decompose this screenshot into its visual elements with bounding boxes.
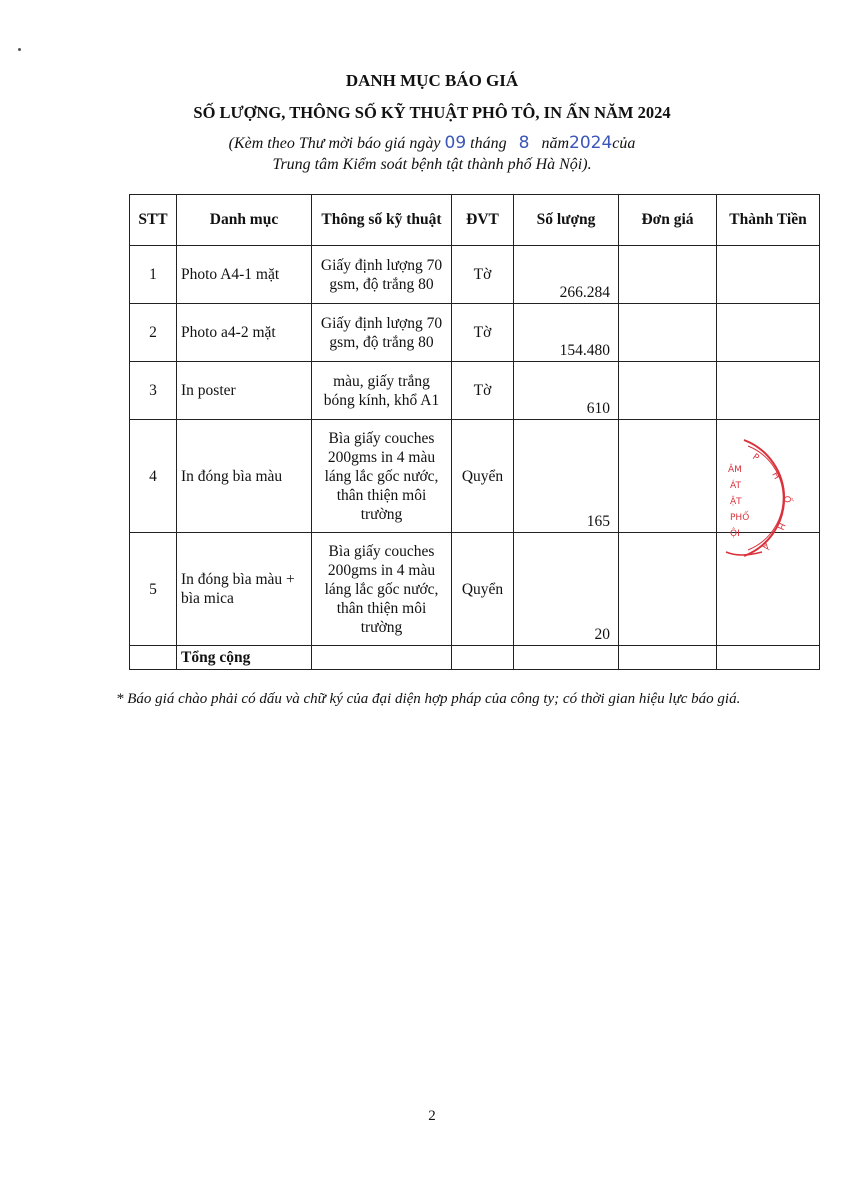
footnote: * Báo giá chào phải có dấu và chữ ký của đại diện hợp pháp của công ty; có thời gian hiệu lực báo giá.	[116, 691, 741, 707]
cell-item: Photo A4-1 mặt	[177, 246, 312, 304]
svg-text:ÁT: ÁT	[730, 481, 741, 491]
cell-qty: 20	[514, 533, 619, 646]
col-header-qty: Số lượng	[514, 195, 619, 246]
price-table	[129, 194, 820, 670]
cell-spec: Giấy định lượng 70 gsm, độ trắng 80	[312, 246, 452, 304]
cell-spec: Giấy định lượng 70 gsm, độ trắng 80	[312, 304, 452, 362]
svg-text:ẬT: ẬT	[730, 497, 742, 507]
cell-item: In đóng bìa màu + bìa mica	[177, 533, 312, 646]
svg-text:ỘI: ỘI	[730, 529, 740, 539]
table-header-row	[130, 195, 820, 246]
cell-stt: 1	[130, 246, 177, 304]
cell-price	[619, 246, 717, 304]
col-header-spec: Thông số kỹ thuật	[312, 195, 452, 246]
intro-text-3: năm	[541, 135, 570, 152]
cell-unit: Tờ	[452, 362, 514, 420]
cell-stt	[130, 646, 177, 670]
cell-spec: Bìa giấy couches 200gms in 4 màu láng lắc gốc nước, thân thiện môi trường	[312, 420, 452, 533]
cell-item: In đóng bìa màu	[177, 420, 312, 533]
cell-total	[717, 646, 820, 670]
table-row	[130, 246, 820, 304]
cell-qty: 610	[514, 362, 619, 420]
handwritten-year: 2024	[569, 133, 613, 153]
cell-total	[717, 362, 820, 420]
handwritten-month: 8	[518, 133, 530, 153]
document-title: DANH MỤC BÁO GIÁ	[345, 71, 519, 90]
document-subtitle: SỐ LƯỢNG, THÔNG SỐ KỸ THUẬT PHÔ TÔ, IN ẤN NĂM 2024	[193, 103, 671, 122]
cell-stt: 4	[130, 420, 177, 533]
cell-price	[619, 420, 717, 533]
cell-total	[717, 304, 820, 362]
table-row	[130, 533, 820, 646]
cell-qty	[514, 646, 619, 670]
col-header-item: Danh mục	[177, 195, 312, 246]
svg-text:P: P	[750, 452, 761, 464]
cell-price	[619, 304, 717, 362]
svg-text:ÂM: ÂM	[728, 465, 742, 475]
cell-unit: Tờ	[452, 304, 514, 362]
table-row	[130, 362, 820, 420]
intro-line-2: Trung tâm Kiểm soát bệnh tật thành phố Hà Nội).	[272, 156, 592, 173]
cell-stt: 3	[130, 362, 177, 420]
cell-price	[619, 362, 717, 420]
total-label: Tổng cộng	[177, 646, 312, 670]
col-header-stt: STT	[130, 195, 177, 246]
intro-line-1	[0, 133, 864, 153]
cell-price	[619, 646, 717, 670]
cell-unit: Tờ	[452, 246, 514, 304]
scan-speck	[18, 48, 21, 51]
cell-unit: Quyển	[452, 420, 514, 533]
page-number: 2	[428, 1108, 436, 1124]
cell-spec: màu, giấy trắng bóng kính, khổ A1	[312, 362, 452, 420]
svg-text:Ố: Ố	[781, 495, 792, 504]
cell-spec: Bìa giấy couches 200gms in 4 màu láng lắc gốc nước, thân thiện môi trường	[312, 533, 452, 646]
svg-text:À: À	[759, 539, 771, 552]
cell-qty: 154.480	[514, 304, 619, 362]
svg-text:H: H	[774, 520, 787, 532]
intro-text-1: (Kèm theo Thư mời báo giá ngày	[228, 135, 441, 152]
col-header-total: Thành Tiền	[717, 195, 820, 246]
cell-spec	[312, 646, 452, 670]
cell-unit	[452, 646, 514, 670]
cell-qty: 165	[514, 420, 619, 533]
intro-text-2: tháng	[470, 135, 507, 152]
total-row	[130, 646, 820, 670]
cell-price	[619, 533, 717, 646]
handwritten-day: 09	[444, 133, 467, 153]
cell-item: Photo a4-2 mặt	[177, 304, 312, 362]
cell-unit: Quyển	[452, 533, 514, 646]
col-header-unit: ĐVT	[452, 195, 514, 246]
red-seal-stamp	[722, 432, 816, 564]
cell-total	[717, 246, 820, 304]
cell-stt: 2	[130, 304, 177, 362]
svg-text:PHỐ: PHỐ	[730, 513, 750, 523]
cell-item: In poster	[177, 362, 312, 420]
intro-text-4: của	[612, 135, 636, 152]
table-row	[130, 420, 820, 533]
table-row	[130, 304, 820, 362]
col-header-price: Đơn giá	[619, 195, 717, 246]
svg-text:H: H	[769, 470, 782, 482]
cell-stt: 5	[130, 533, 177, 646]
cell-qty: 266.284	[514, 246, 619, 304]
